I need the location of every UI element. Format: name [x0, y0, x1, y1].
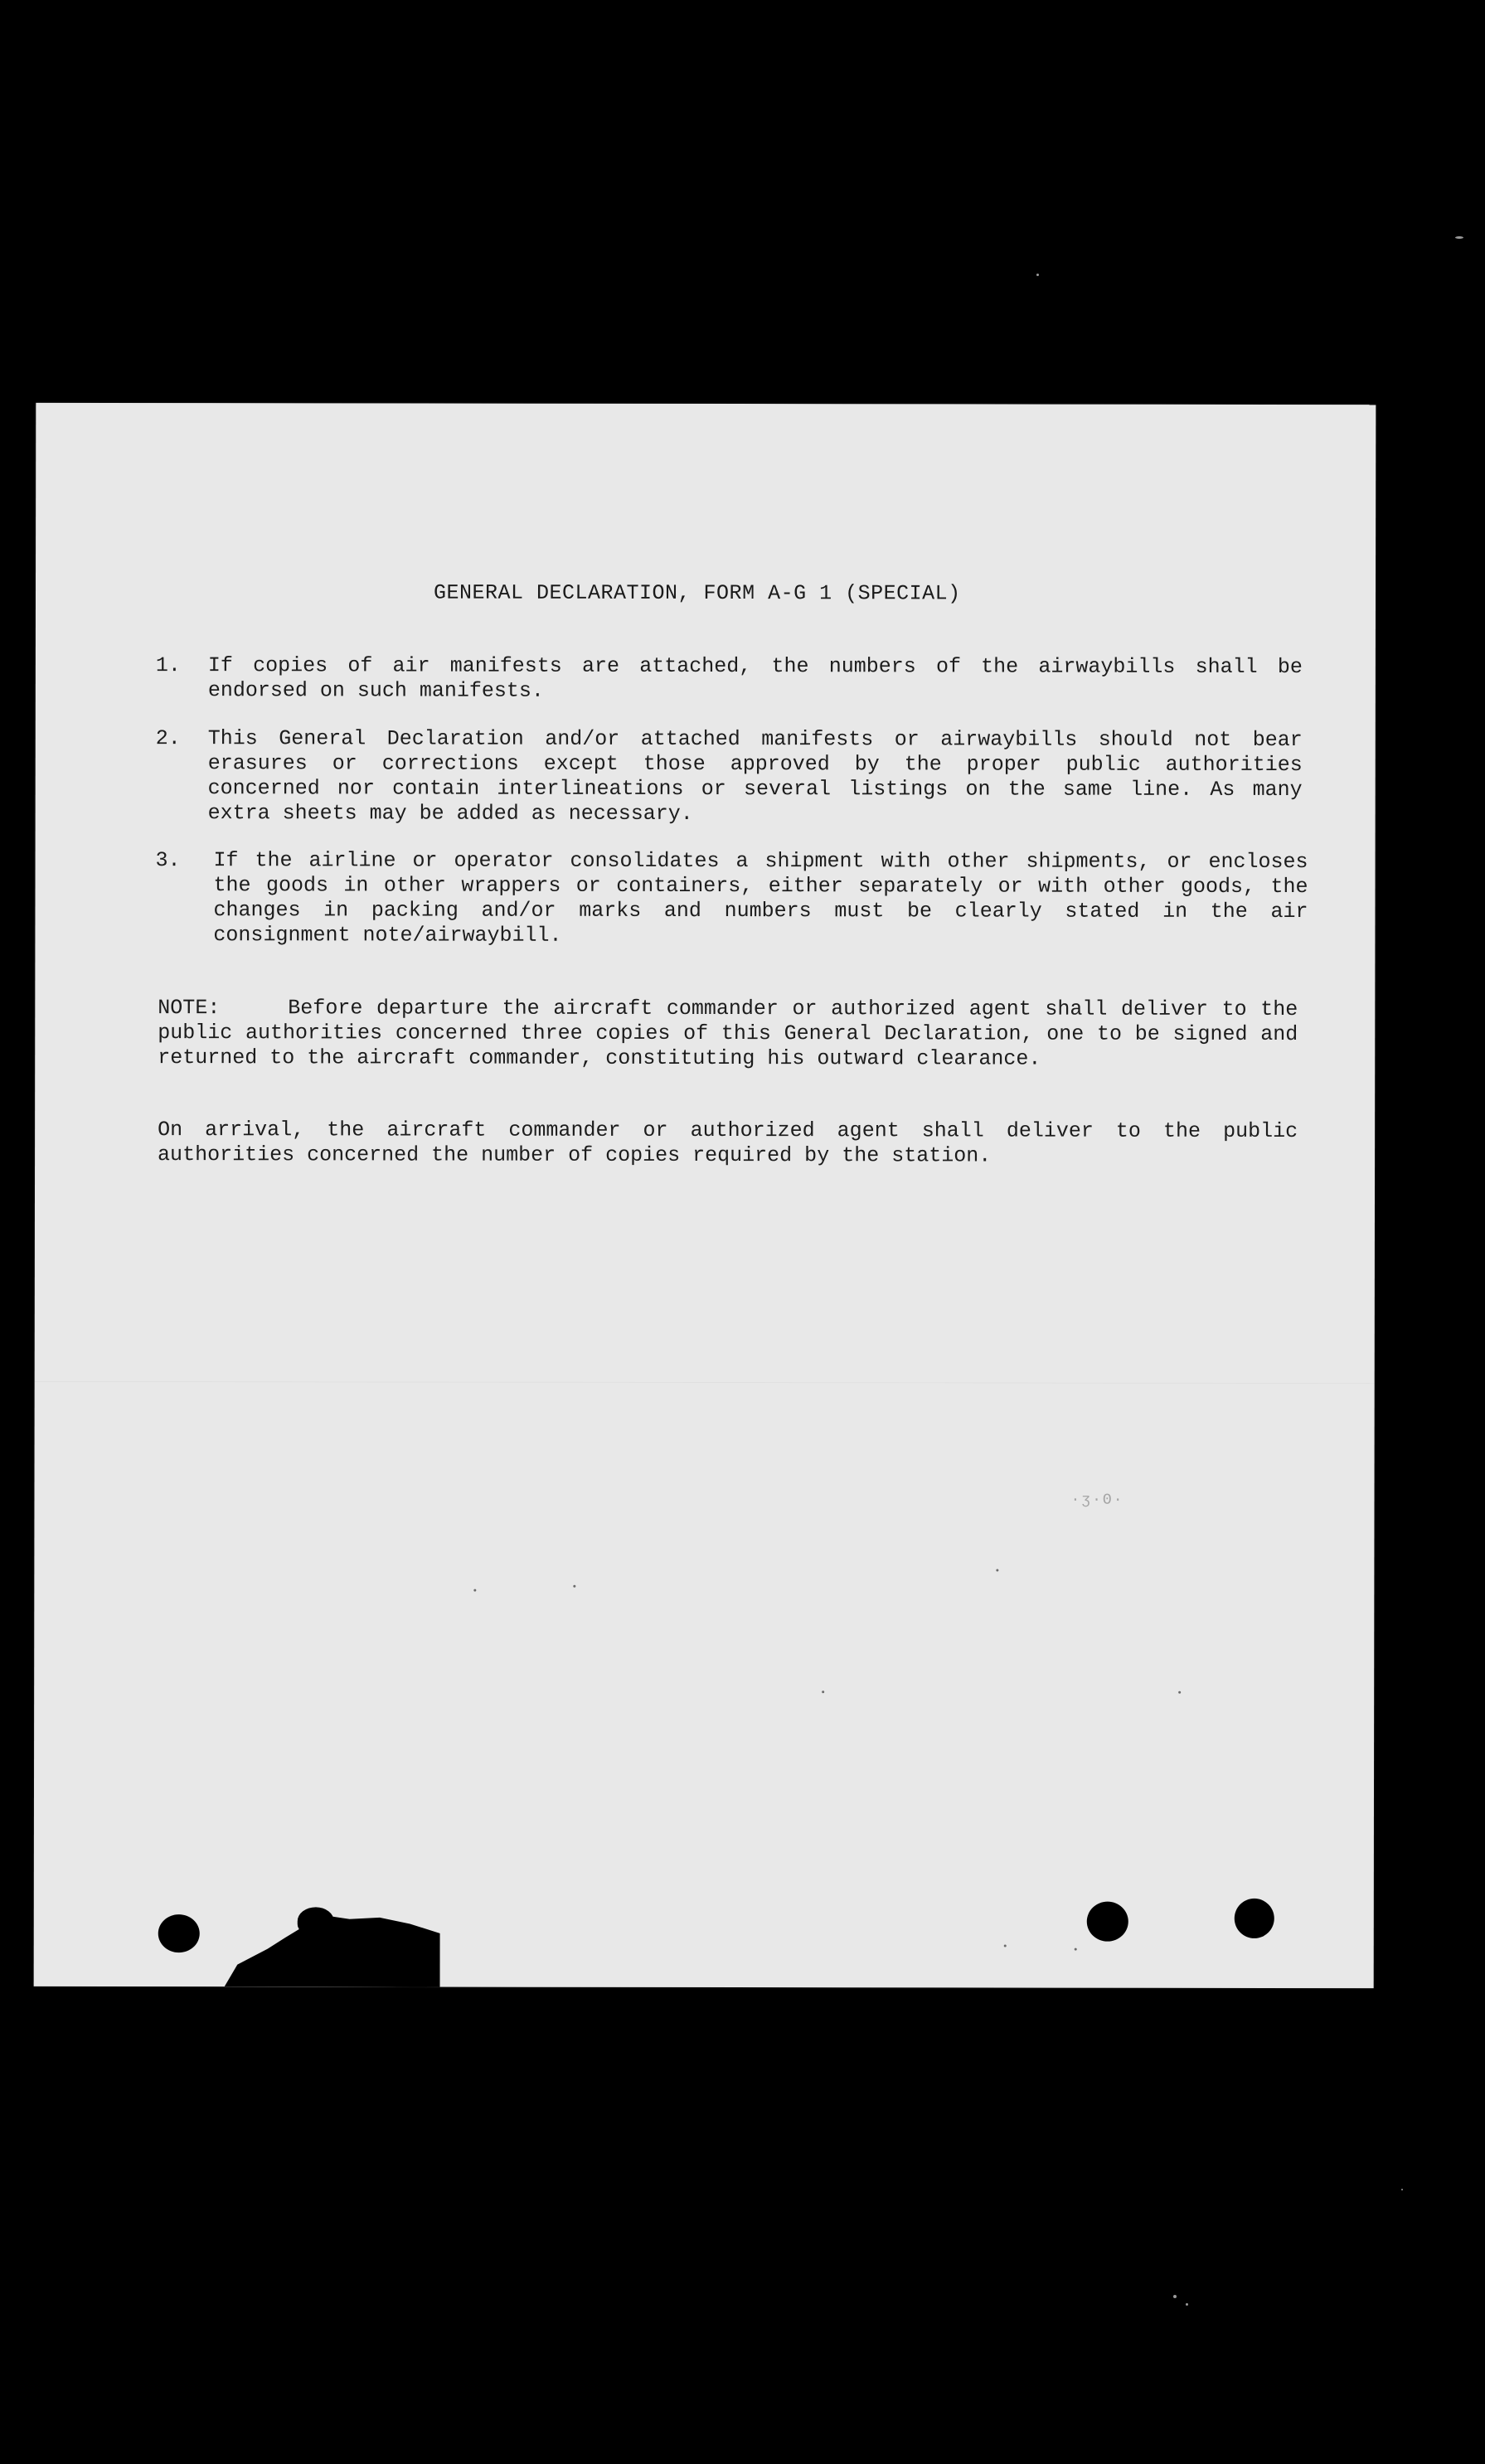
item-text: If copies of air manifests are attached, the numbers of the airwaybills shall be endorsed on such manifests.	[207, 653, 1303, 703]
departure-note	[158, 996, 1298, 1072]
instruction-item-2	[155, 726, 1308, 826]
dust-speck	[996, 1569, 998, 1571]
dust-speck	[1178, 1691, 1181, 1694]
dust-speck	[1075, 1948, 1077, 1951]
dust-speck	[573, 1585, 575, 1588]
faint-stamp-mark: ·ʒ·ʘ·	[1070, 1491, 1124, 1509]
punch-hole-right-2	[1235, 1899, 1274, 1938]
instruction-item-3	[155, 848, 1308, 948]
item-number: 1.	[155, 653, 181, 678]
dust-speck	[1004, 1945, 1007, 1947]
item-number: 2.	[155, 726, 181, 751]
dust-speck	[822, 1690, 824, 1693]
document-title: GENERAL DECLARATION, FORM A-G 1 (SPECIAL)	[433, 580, 961, 606]
punch-hole-right-1	[1087, 1902, 1128, 1942]
punch-hole-left	[158, 1914, 200, 1952]
background-speck	[1186, 2303, 1188, 2306]
note-label: NOTE:	[158, 996, 221, 1021]
background-speck	[1455, 236, 1463, 239]
item-text: If the airline or operator consolidates a shipment with other shipments, or encloses the goods in other wrappers or containers, either separately or with other goods, the changes in packing and/or marks and numbers must be clearly stated in the air consignment note/airwaybill.	[213, 848, 1308, 948]
note-text: Before departure the aircraft commander or authorized agent shall deliver to the public authorities concerned three copies of this General Declaration, one to be signed and returned to the aircraft commander, constituting his outward clearance.	[158, 996, 1298, 1071]
document-page	[34, 403, 1376, 1988]
paper-fold-line	[35, 1381, 1375, 1384]
arrival-paragraph: On arrival, the aircraft commander or authorized agent shall deliver to the public authorities concerned the number of copies required by the station.	[158, 1118, 1298, 1168]
item-text: This General Declaration and/or attached manifests or airwaybills should not bear erasures or corrections except those approved by the proper public authorities concerned nor contain interlineations or several listings on the same line. As many extra sheets may be added as necessary.	[207, 726, 1303, 826]
instruction-item-1	[155, 653, 1308, 703]
background-speck	[1036, 274, 1039, 276]
item-number: 3.	[155, 848, 181, 873]
background-speck	[1173, 2295, 1177, 2298]
background-speck	[1401, 2189, 1403, 2190]
dust-speck	[473, 1589, 476, 1592]
torn-corner	[225, 1908, 440, 1986]
